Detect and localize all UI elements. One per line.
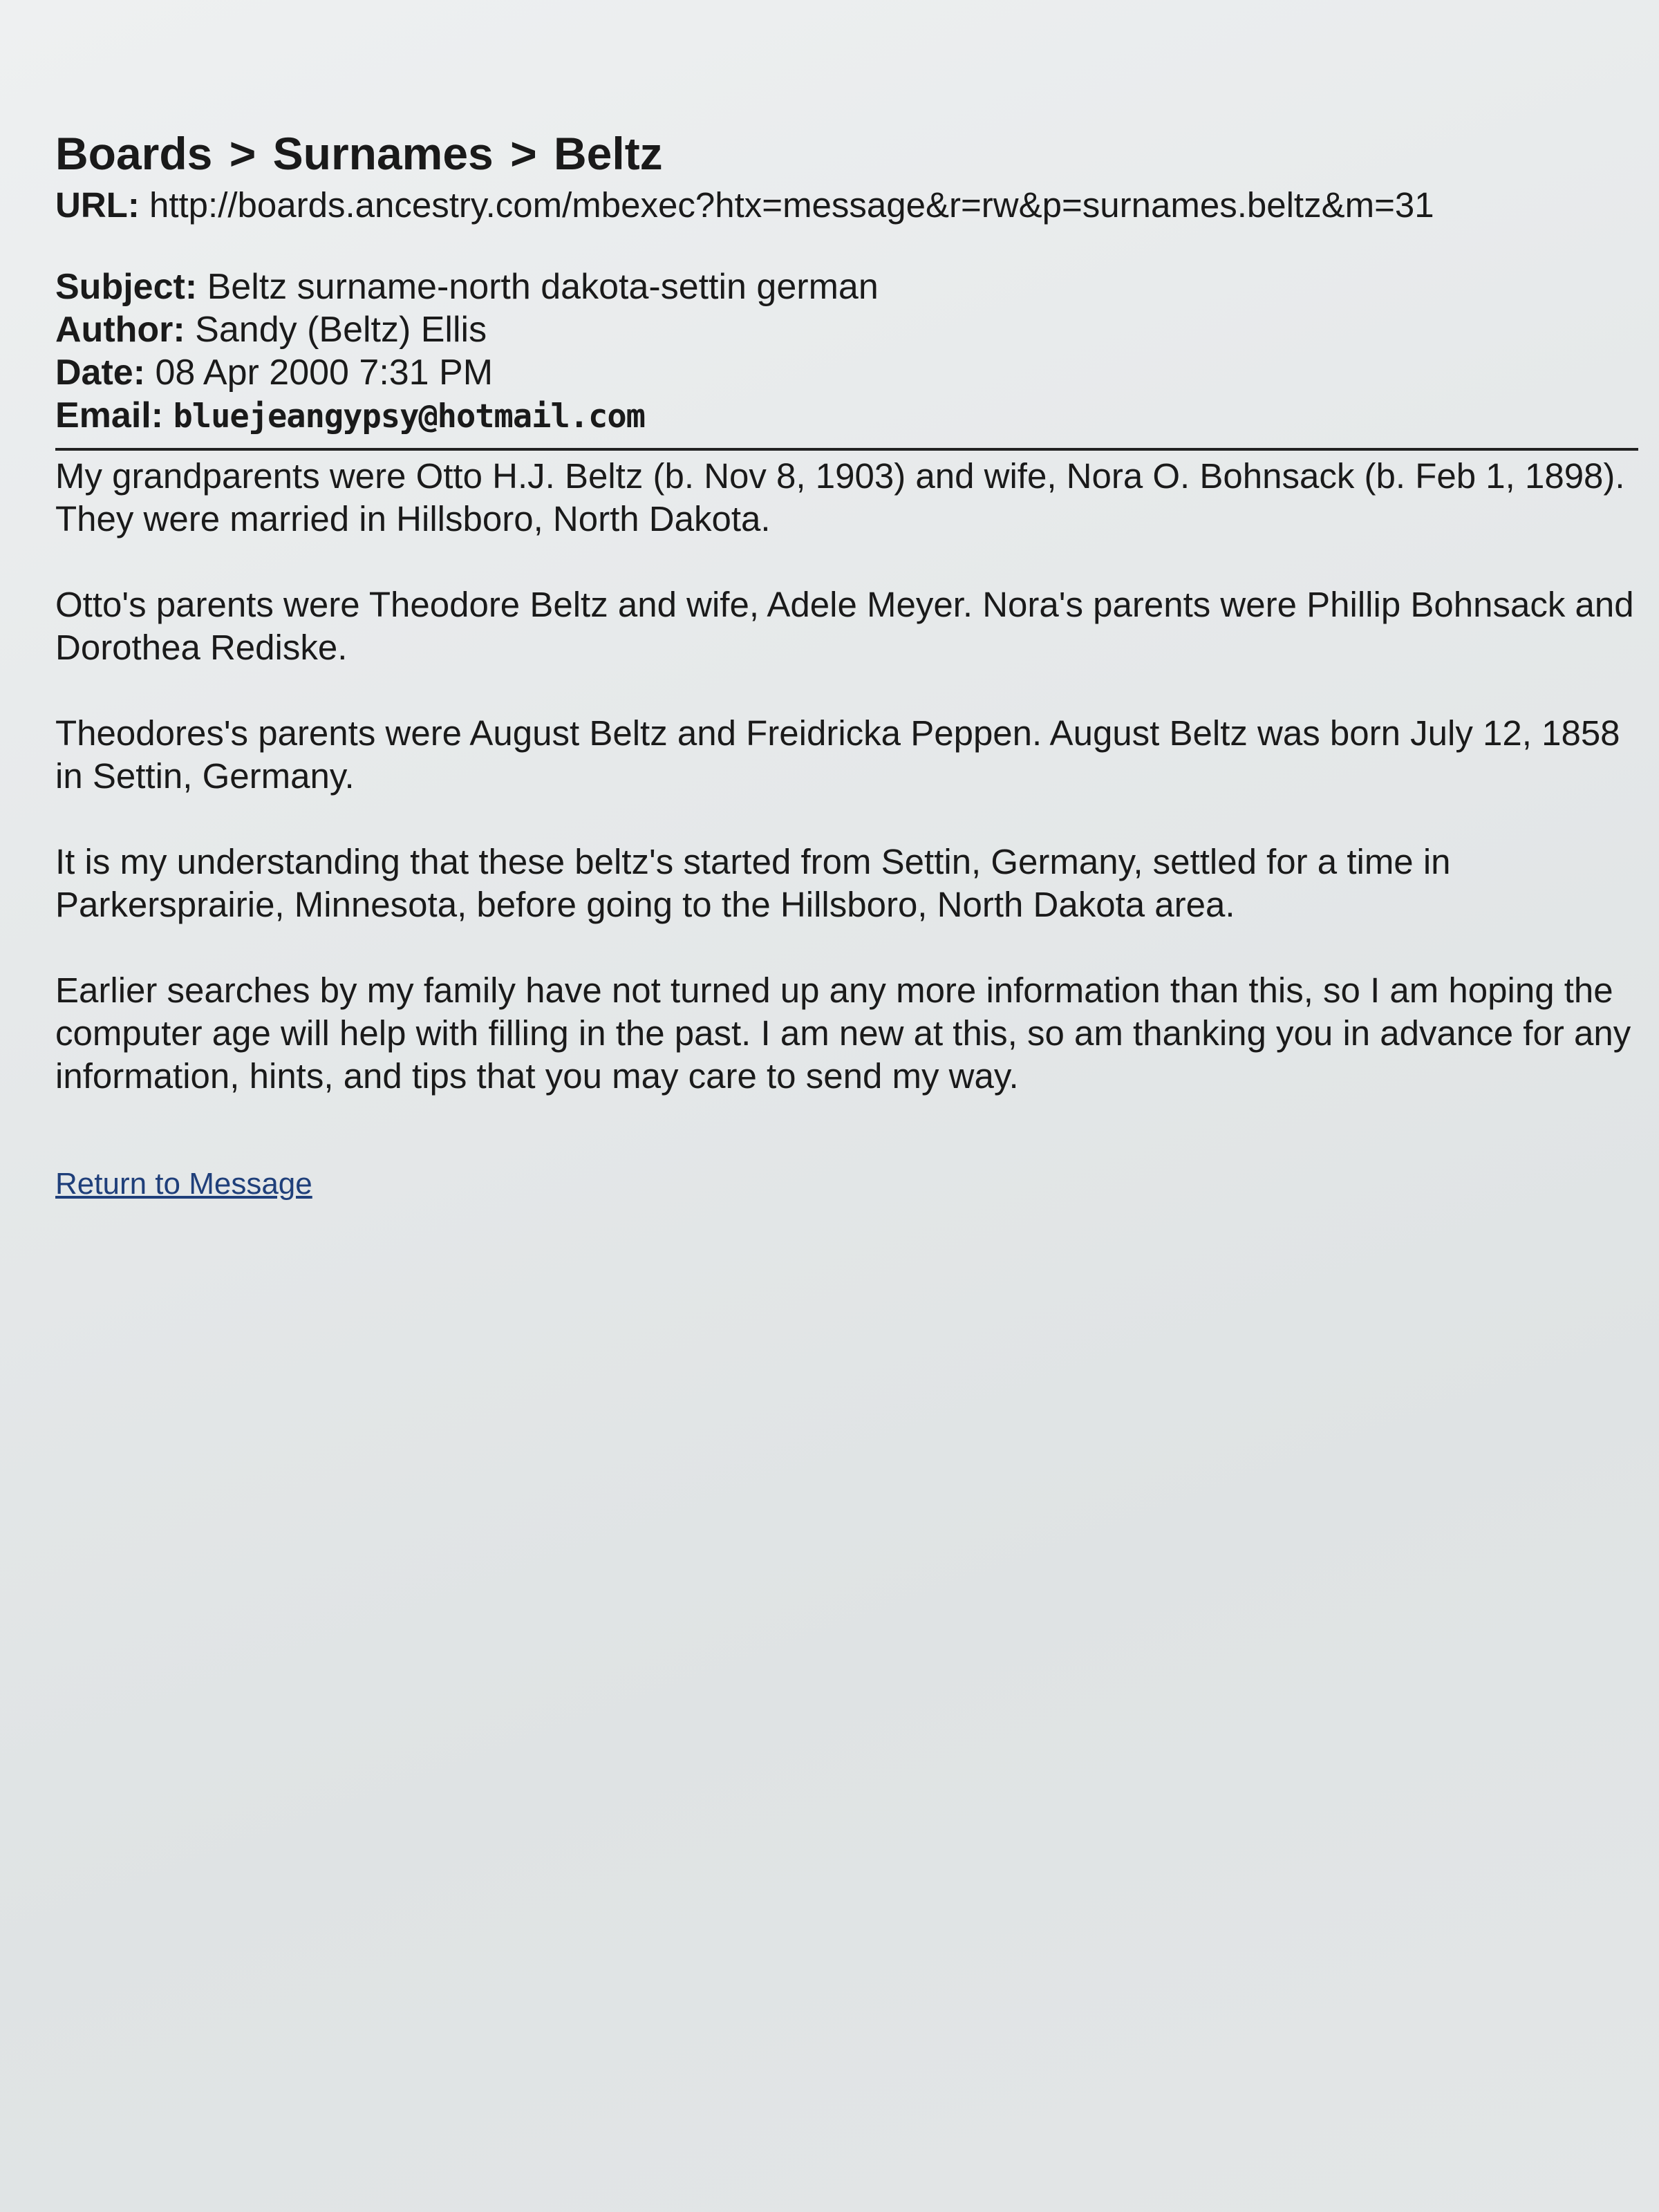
email-label: Email:: [55, 395, 164, 435]
message-meta: [55, 265, 1638, 438]
message-paragraph: Earlier searches by my family have not turned up any more information than this, so I am hoping the computer age will help with filling in the past. I am new at this, so am thanking you in advance for any information, hints, and tips that you may care to send my way.: [55, 971, 1631, 1096]
message-paragraph: It is my understanding that these beltz's started from Settin, Germany, settled for a time in Parkersprairie, Minnesota, before going to the Hillsboro, North Dakota area.: [55, 842, 1451, 924]
return-to-message-link[interactable]: Return to Message: [55, 1167, 312, 1201]
url-label: URL:: [55, 185, 140, 225]
breadcrumb-separator: >: [510, 128, 537, 179]
date-label: Date:: [55, 353, 146, 393]
date-value: 08 Apr 2000 7:31 PM: [155, 353, 494, 393]
breadcrumb: [55, 124, 1638, 182]
message-paragraph: My grandparents were Otto H.J. Beltz (b. Nov 8, 1903) and wife, Nora O. Bohnsack (b. Feb 1, 1898). They were married in Hillsboro, North Dakota.: [55, 456, 1625, 538]
message-paragraph: Otto's parents were Theodore Beltz and wife, Adele Meyer. Nora's parents were Phillip Bohnsack and Dorothea Rediske.: [55, 585, 1634, 667]
url-line: [55, 182, 1638, 228]
email-row: [55, 394, 1638, 438]
header-divider: [55, 448, 1638, 451]
printed-page: [55, 124, 1638, 1201]
subject-label: Subject:: [55, 267, 198, 307]
date-row: [55, 351, 1638, 394]
email-value: bluejeangypsy@hotmail.com: [173, 397, 645, 435]
url-value: http://boards.ancestry.com/mbexec?htx=message&r=rw&p=surnames.beltz&m=31: [149, 185, 1434, 225]
breadcrumb-separator: >: [229, 128, 256, 179]
subject-value: Beltz surname-north dakota-settin german: [207, 267, 879, 307]
breadcrumb-surnames[interactable]: Surnames: [272, 128, 494, 179]
subject-row: [55, 265, 1638, 308]
author-row: [55, 308, 1638, 351]
message-body: [55, 455, 1638, 1098]
breadcrumb-beltz[interactable]: Beltz: [554, 128, 663, 179]
breadcrumb-boards[interactable]: Boards: [55, 128, 213, 179]
message-paragraph: Theodores's parents were August Beltz and Freidricka Peppen. August Beltz was born July 12, 1858 in Settin, Germany.: [55, 713, 1620, 796]
author-value: Sandy (Beltz) Ellis: [195, 310, 487, 350]
author-label: Author:: [55, 310, 185, 350]
